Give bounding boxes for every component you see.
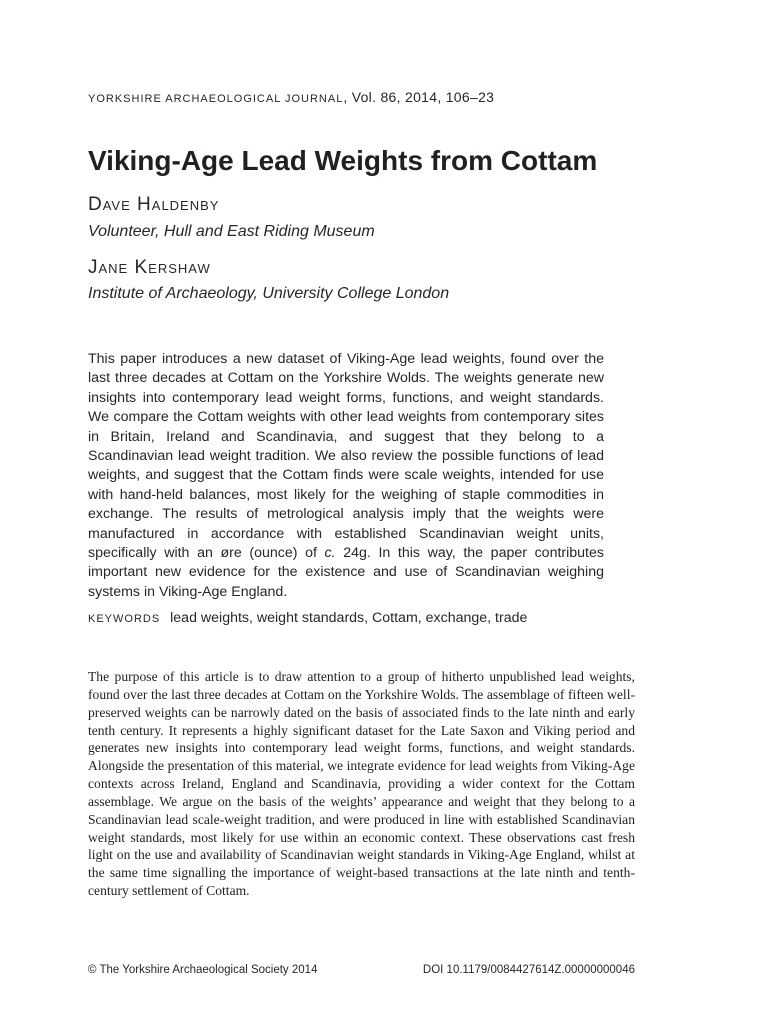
journal-volume-details: , Vol. 86, 2014, 106–23 bbox=[343, 89, 495, 105]
copyright-notice: © The Yorkshire Archaeological Society 2014 bbox=[88, 964, 318, 976]
keywords bbox=[88, 610, 527, 626]
abstract-text-end: 24g. In this way, the paper contributes important new evidence for the existence and use of Scandinavian weighing systems in Viking-Age England. bbox=[88, 545, 604, 600]
author-affiliation: Volunteer, Hull and East Riding Museum bbox=[88, 223, 375, 240]
keywords-list: lead weights, weight standards, Cottam, exchange, trade bbox=[170, 610, 528, 626]
author-name: Dave Haldenby bbox=[88, 194, 220, 215]
abstract-text: This paper introduces a new dataset of Viking-Age lead weights, found over the last three decades at Cottam on the Yorkshire Wolds. The weights generate new insights into contemporary lead weight forms, functions, and weight standards. We compare the Cottam weights with other lead weights from contemporary sites in Britain, Ireland and Scandinavia, and suggest that they belong to a Scandinavian lead weight tradition. We also review the possible functions of lead weights, and suggest that the Cottam finds were scale weights, intended for use with hand-held balances, most likely for the weighing of staple commodities in exchange. The results of metrological analysis imply that the weights were manufactured in accordance with established Scandinavian weight units, specifically with an øre (ounce) of bbox=[88, 351, 604, 562]
article-title: Viking-Age Lead Weights from Cottam bbox=[88, 145, 598, 176]
running-head bbox=[88, 89, 494, 105]
abstract bbox=[88, 350, 604, 602]
abstract-circa: c. bbox=[324, 545, 336, 562]
body-paragraph: The purpose of this article is to draw attention to a group of hitherto unpublished lead weights, found over the last three decades at Cottam on the Yorkshire Wolds. The assemblage of fifteen well-preserved weights can be narrowly dated on the basis of associated finds to the late ninth and early tenth century. It represents a highly significant dataset for the Late Saxon and Viking period and generates new insights into contemporary lead weight forms, functions, and weight standards. Alongside the presentation of this material, we integrate evidence for lead weights from Viking-Age contexts across Ireland, England and Scandinavia, providing a wider context for the Cottam assemblage. We argue on the basis of the weights’ appearance and weight that they belong to a Scandinavian lead scale-weight tradition, and were produced in line with established Scandinavian weight standards, most likely for use within an economic context. These observations cast fresh light on the use and availability of Scandinavian weight standards in Viking-Age England, whilst at the same time signalling the importance of weight-based transactions at the late ninth and tenth-century settlement of Cottam. bbox=[88, 669, 635, 899]
keywords-label: KEYWORDS bbox=[88, 613, 161, 625]
journal-name: YORKSHIRE ARCHAEOLOGICAL JOURNAL bbox=[88, 93, 344, 105]
author-affiliation: Institute of Archaeology, University College London bbox=[88, 285, 450, 302]
author-name: Jane Kershaw bbox=[88, 257, 211, 278]
doi-link[interactable]: DOI 10.1179/0084427614Z.00000000046 bbox=[422, 964, 635, 976]
